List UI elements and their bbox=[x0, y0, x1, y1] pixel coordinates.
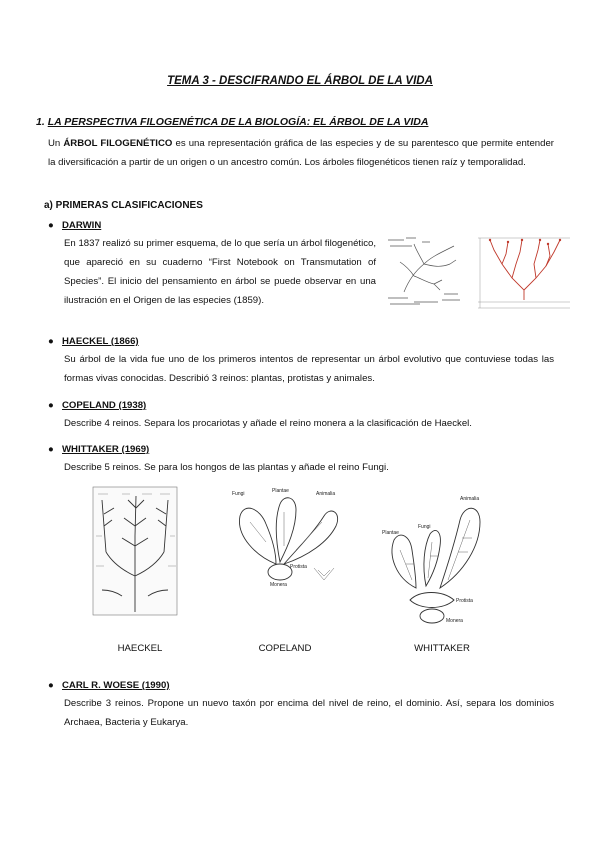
copeland-label-protista: Protista bbox=[290, 564, 307, 570]
bullet-dot: ● bbox=[48, 400, 54, 411]
intro-bold-term: ÁRBOL FILOGENÉTICO bbox=[63, 138, 173, 149]
bullet-woese bbox=[48, 680, 170, 691]
whittaker-figure bbox=[380, 490, 490, 628]
intro-prefix: Un bbox=[48, 138, 61, 149]
whittaker-label-animalia: Animalia bbox=[460, 496, 480, 502]
bullet-darwin bbox=[48, 220, 101, 231]
bullet-label: COPELAND (1938) bbox=[62, 400, 147, 411]
copeland-label-monera: Monera bbox=[270, 582, 287, 588]
haeckel-tree-figure bbox=[92, 486, 178, 616]
darwin-origin-tree bbox=[476, 234, 572, 314]
intro-rest: es una representación gráfica de las especies y de su parentesco que permite entender la diversificación a partir de un origen o un ancestro común. Los árboles filogenéticos tienen raíz y temporalidad. bbox=[48, 138, 554, 168]
intro-paragraph bbox=[48, 134, 554, 172]
whittaker-label-fungi: Fungi bbox=[418, 524, 431, 530]
section-heading-text: LA PERSPECTIVA FILOGENÉTICA DE LA BIOLOGÍA: EL ÁRBOL DE LA VIDA bbox=[47, 116, 429, 128]
copeland-text: Describe 4 reinos. Separa los procariotas y añade el reino monera a la clasificación de Haeckel. bbox=[64, 418, 472, 429]
copeland-figure bbox=[226, 486, 354, 590]
whittaker-label-plantae: Plantae bbox=[382, 530, 399, 536]
bullet-dot: ● bbox=[48, 444, 54, 455]
woese-text: Describe 3 reinos. Propone un nuevo taxón por encima del nivel de reino, el dominio. Así, separa los dominios Archaea, Bacteria y Eukarya. bbox=[64, 698, 554, 728]
haeckel-text: Su árbol de la vida fue uno de los primeros intentos de representar un árbol evolutivo que contuviese todas las formas vivas conocidas. Describió 3 reinos: plantas, protistas y animales. bbox=[64, 354, 554, 384]
caption-haeckel: HAECKEL bbox=[117, 643, 163, 654]
section-number: 1. bbox=[36, 116, 45, 128]
copeland-label-fungi: Fungi bbox=[232, 491, 245, 497]
section-heading bbox=[36, 116, 428, 128]
caption-copeland: COPELAND bbox=[258, 643, 312, 654]
darwin-notebook-sketch bbox=[384, 232, 464, 308]
whittaker-label-monera: Monera bbox=[446, 618, 463, 624]
bullet-haeckel bbox=[48, 336, 139, 347]
whittaker-label-protista: Protista bbox=[456, 598, 473, 604]
bullet-whittaker bbox=[48, 444, 149, 455]
subsection-heading: a) PRIMERAS CLASIFICACIONES bbox=[44, 200, 203, 211]
bullet-dot: ● bbox=[48, 336, 54, 347]
darwin-text: En 1837 realizó su primer esquema, de lo que sería un árbol filogenético, que apareció en su cuaderno “First Notebook on Transmutation of Species”. El inicio del pensamiento en árbol se puede observar en una ilustración en el Origen de las especies (1859). bbox=[64, 238, 376, 306]
bullet-dot: ● bbox=[48, 220, 54, 231]
whittaker-text: Describe 5 reinos. Se para los hongos de las plantas y añade el reino Fungi. bbox=[64, 462, 389, 473]
bullet-label: WHITTAKER (1969) bbox=[62, 444, 150, 455]
bullet-label: CARL R. WOESE (1990) bbox=[62, 680, 170, 691]
caption-whittaker: WHITTAKER bbox=[414, 643, 470, 654]
copeland-label-animalia: Animalia bbox=[316, 491, 336, 497]
bullet-label: DARWIN bbox=[62, 220, 102, 231]
page-title: TEMA 3 - DESCIFRANDO EL ÁRBOL DE LA VIDA bbox=[167, 75, 433, 87]
bullet-label: HAECKEL (1866) bbox=[62, 336, 139, 347]
copeland-label-plantae: Plantae bbox=[272, 488, 289, 494]
bullet-dot: ● bbox=[48, 680, 54, 691]
bullet-copeland bbox=[48, 400, 146, 411]
